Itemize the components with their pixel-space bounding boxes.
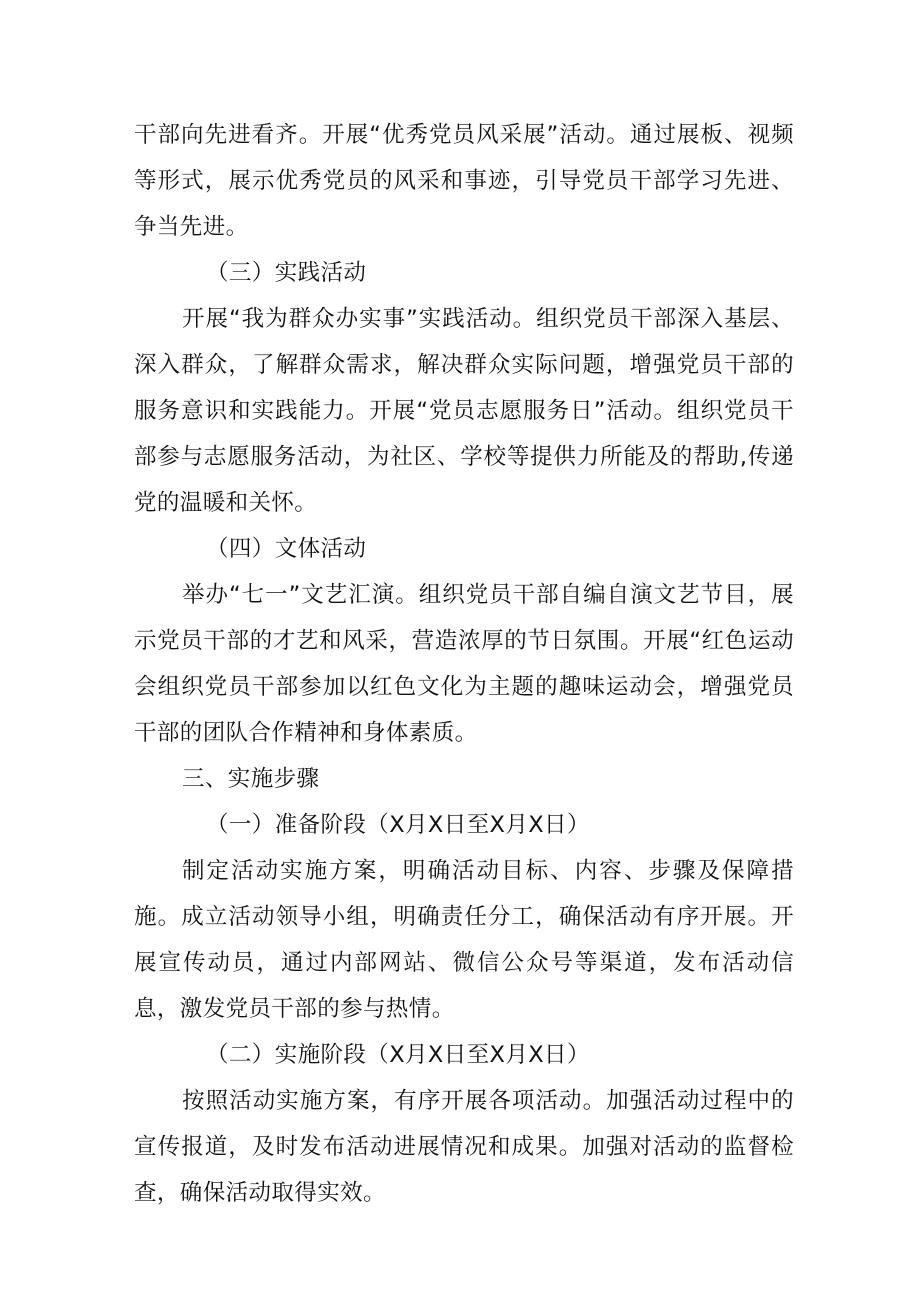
subheading-culture-sports: （四）文体活动: [206, 536, 367, 562]
paragraph-continuation: 干部向先进看齐。开展“优秀党员风采展”活动。通过展板、视频等形式，展示优秀党员的风采和事迹，引导党员干部学习先进、争当先进。: [134, 122, 794, 240]
section-heading-implementation-steps: 三、实施步骤: [182, 766, 320, 792]
paragraph-practice: 开展“我为群众办实事”实践活动。组织党员干部深入基层、深入群众，了解群众需求，解决群众实际问题，增强党员干部的服务意识和实践能力。开展“党员志愿服务日”活动。组织党员干部参与志愿服务活动，为社区、学校等提供力所能及的帮助,传递党的温暖和关怀。: [134, 306, 794, 516]
paragraph-preparation: 制定活动实施方案，明确活动目标、内容、步骤及保障措施。成立活动领导小组，明确责任分工，确保活动有序开展。开展宣传动员，通过内部网站、微信公众号等渠道，发布活动信息，激发党员干部的参与热情。: [134, 858, 794, 1022]
paragraph-implementation: 按照活动实施方案，有序开展各项活动。加强活动过程中的宣传报道，及时发布活动进展情况和成果。加强对活动的监督检查，确保活动取得实效。: [134, 1088, 794, 1206]
subheading-practice-activities: （三）实践活动: [206, 260, 367, 286]
subheading-implementation-stage: （二）实施阶段（X月X日至X月X日）: [206, 1042, 590, 1068]
paragraph-culture-sports: 举办“七一”文艺汇演。组织党员干部自编自演文艺节目，展示党员干部的才艺和风采，营造浓厚的节日氛围。开展“红色运动会组织党员干部参加以红色文化为主题的趣味运动会，增强党员干部的团队合作精神和身体素质。: [134, 582, 794, 746]
document-body: [134, 112, 794, 1216]
subheading-preparation-stage: （一）准备阶段（X月X日至X月X日）: [206, 812, 590, 838]
